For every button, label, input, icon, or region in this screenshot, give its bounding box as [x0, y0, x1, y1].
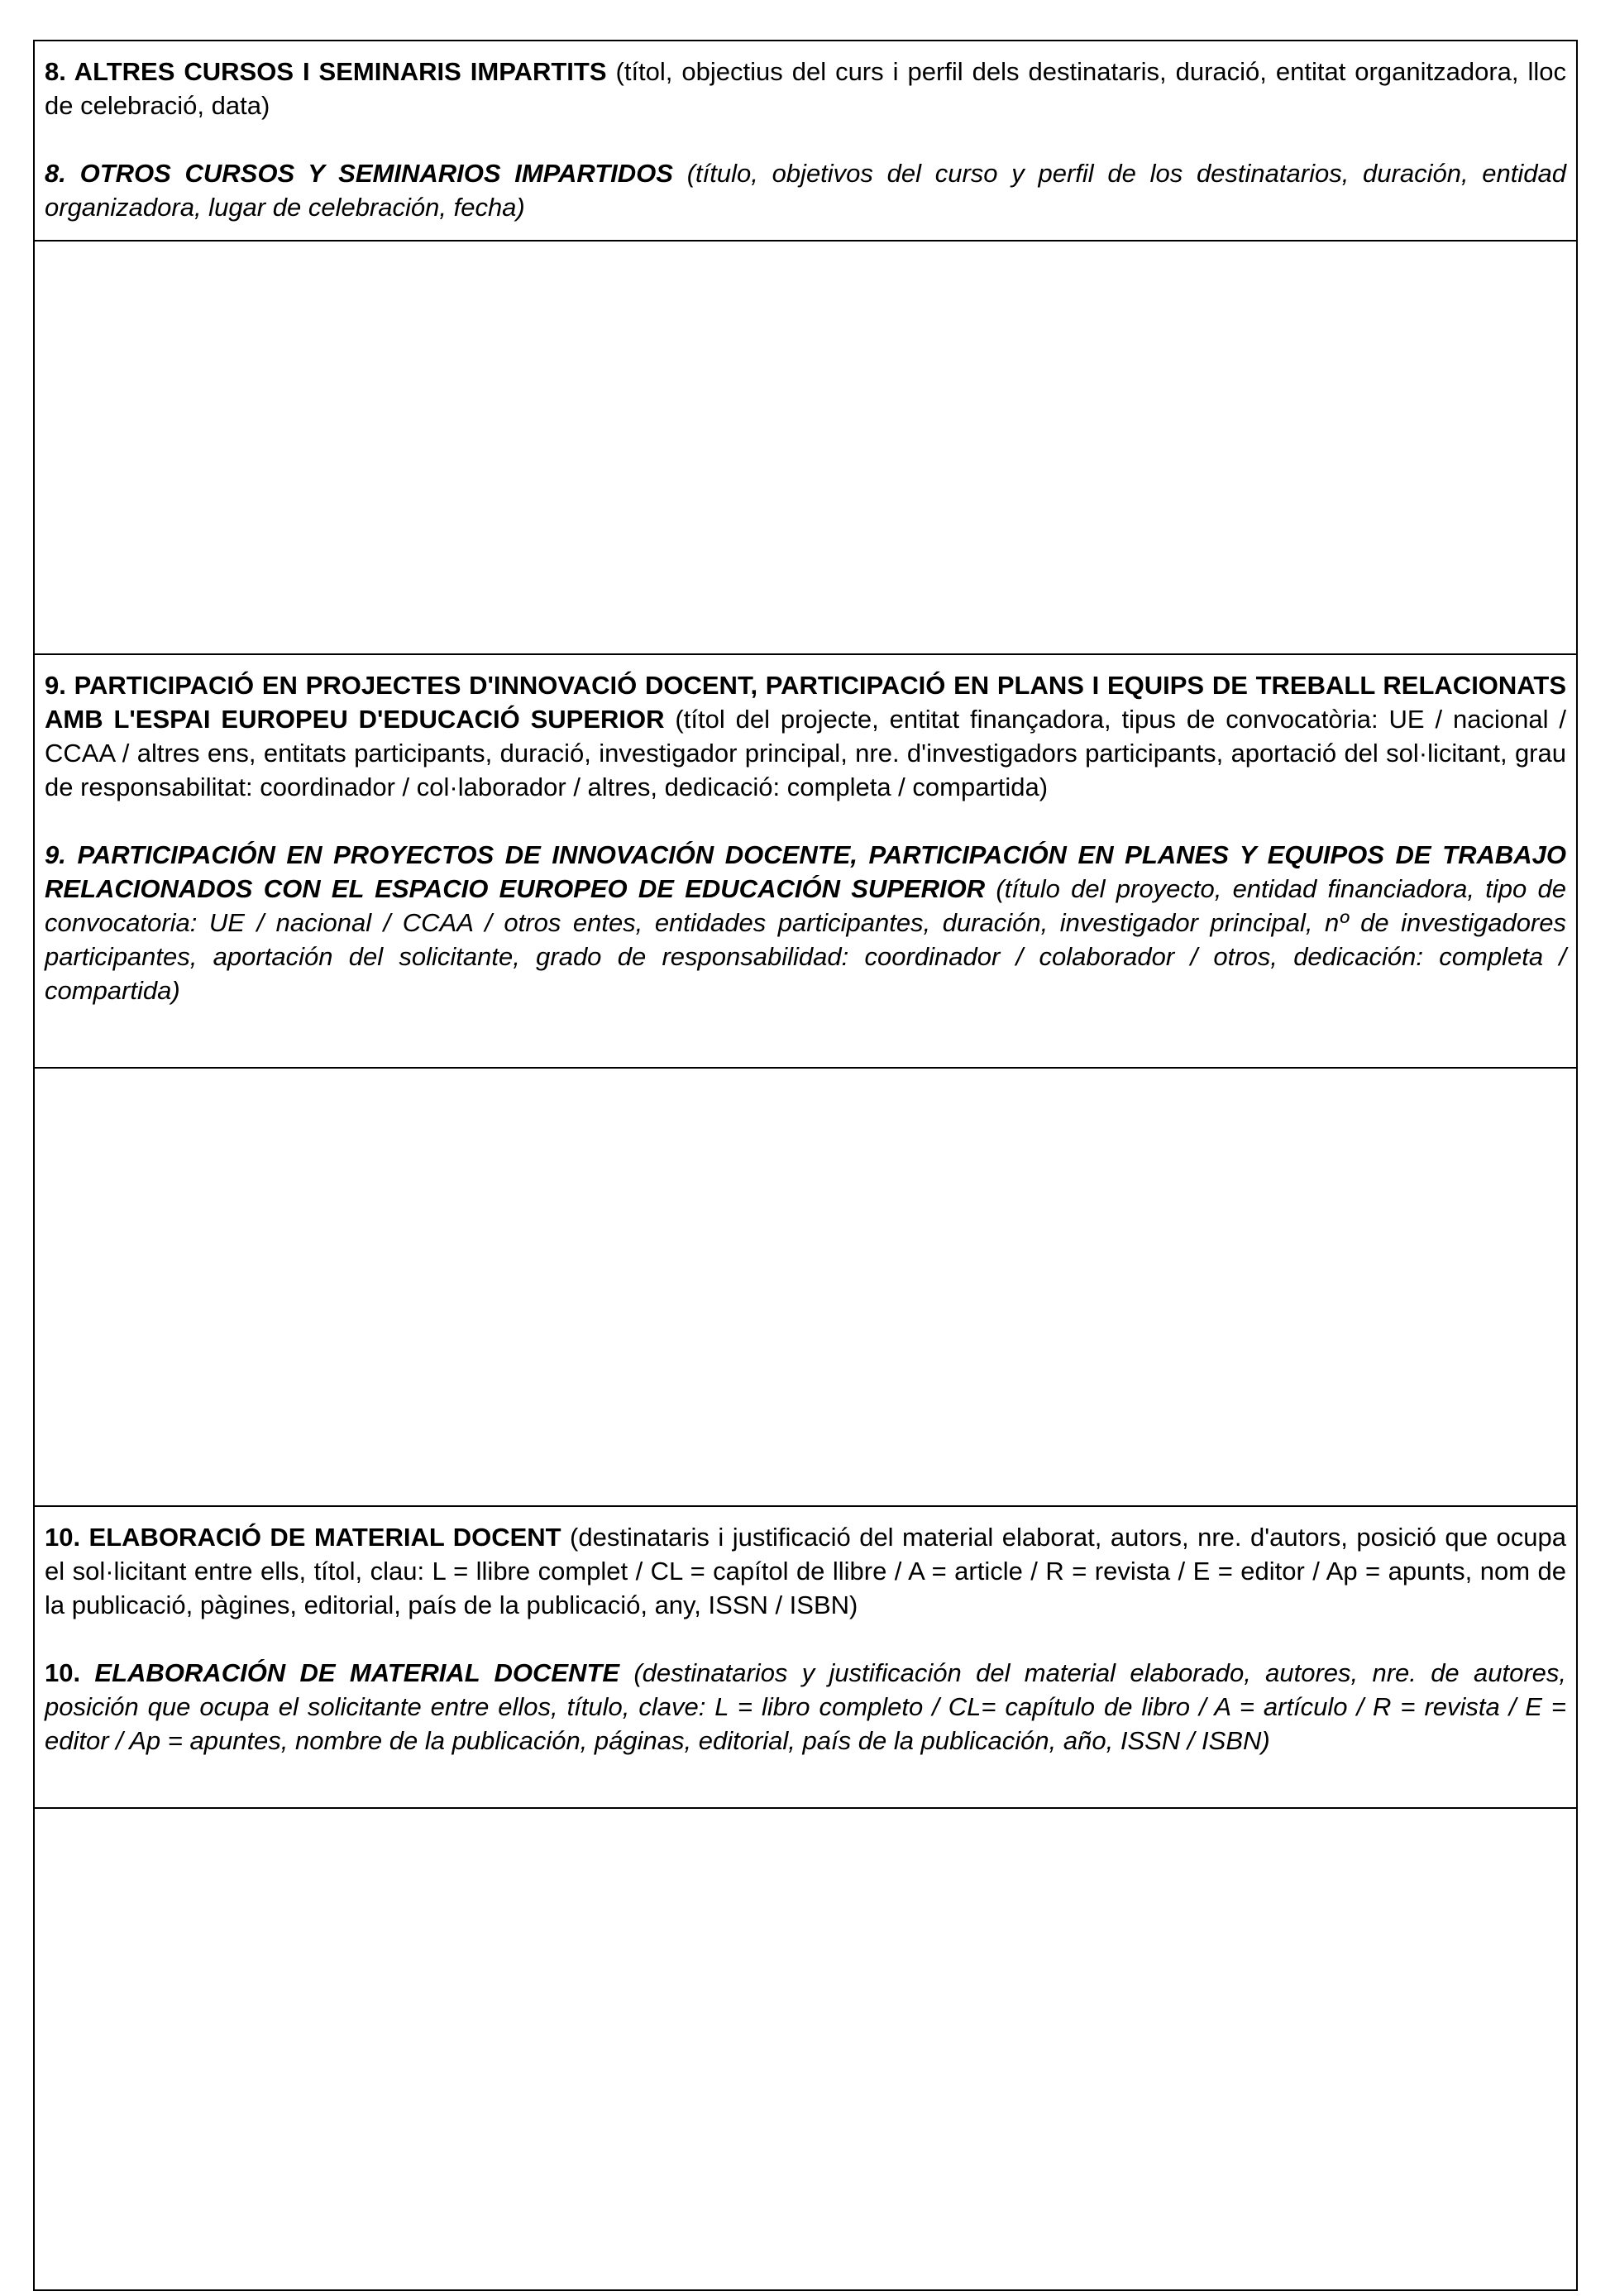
section-9-catalan-description: (títol del projecte, entitat finançadora, tipus de convocatòria: UE / nacional / CCAA / altres ens, entitats participants, duració, investigador principal, nre. d'investigadors participants, aportació del sol·licitant, grau de responsabilitat: coordinador / col·laborador / altres, dedicació: completa / compartida) — [45, 705, 1566, 801]
application-form — [33, 40, 1578, 2291]
section-10-answer-box[interactable] — [35, 1807, 1576, 2289]
section-9-spanish-title: 9. PARTICIPACIÓN EN PROYECTOS DE INNOVACIÓN DOCENTE, PARTICIPACIÓN EN PLANES Y EQUIPOS DE TRABAJO RELACIONADOS CON EL ESPACIO EUROPEO DE EDUCACIÓN SUPERIOR — [45, 840, 1566, 903]
section-8-spanish-title: 8. OTROS CURSOS Y SEMINARIOS IMPARTIDOS — [45, 159, 673, 188]
section-8-spanish — [45, 156, 1566, 224]
section-8-spanish-description: (título, objetivos del curso y perfil de los destinatarios, duración, entidad organizadora, lugar de celebración, fecha) — [45, 159, 1566, 222]
section-8-header — [35, 41, 1576, 240]
section-9-spanish-description: (título del proyecto, entidad financiadora, tipo de convocatoria: UE / nacional / CCAA / otros entes, entidades participantes, duración, investigador principal, nº de investigadores participantes, aportación del solicitante, grado de responsabilidad: coordinador / colaborador / otros, dedicación: completa / compartida) — [45, 874, 1566, 1005]
section-8-catalan — [45, 55, 1566, 122]
section-10-spanish-description: (destinatarios y justificación del material elaborado, autores, nre. de autores, posición que ocupa el solicitante entre ellos, título, clave: L = libro completo / CL= capítulo de libro / A = artículo / R = revista / E = editor / Ap = apuntes, nombre de la publicación, páginas, editorial, país de la publicación, año, ISSN / ISBN) — [45, 1658, 1566, 1755]
section-9-answer-box[interactable] — [35, 1067, 1576, 1505]
section-10-spanish-title: ELABORACIÓN DE MATERIAL DOCENTE — [80, 1658, 620, 1687]
section-8-catalan-description: (títol, objectius del curs i perfil dels destinataris, duració, entitat organitzadora, lloc de celebració, data) — [45, 57, 1566, 120]
section-10-spanish — [45, 1656, 1566, 1758]
section-8-answer-box[interactable] — [35, 240, 1576, 653]
section-10-header — [35, 1505, 1576, 1807]
section-10-spanish-number: 10. — [45, 1658, 81, 1687]
section-10-catalan — [45, 1520, 1566, 1622]
section-10-catalan-description: (destinataris i justificació del material elaborat, autors, nre. d'autors, posició que ocupa el sol·licitant entre ells, títol, clau: L = llibre complet / CL = capítol de llibre / A = article / R = revista / E = editor / Ap = apunts, nom de la publicació, pàgines, editorial, país de la publicació, any, ISSN / ISBN) — [45, 1523, 1566, 1619]
section-8-catalan-title: 8. ALTRES CURSOS I SEMINARIS IMPARTITS — [45, 57, 607, 86]
section-9-catalan-title: 9. PARTICIPACIÓ EN PROJECTES D'INNOVACIÓ DOCENT, PARTICIPACIÓ EN PLANS I EQUIPS DE TREBALL RELACIONATS AMB L'ESPAI EUROPEU D'EDUCACIÓ SUPERIOR — [45, 671, 1566, 734]
section-9-catalan — [45, 668, 1566, 804]
section-9-header — [35, 653, 1576, 1067]
section-9-spanish — [45, 838, 1566, 1007]
section-10-catalan-title: 10. ELABORACIÓ DE MATERIAL DOCENT — [45, 1523, 561, 1552]
